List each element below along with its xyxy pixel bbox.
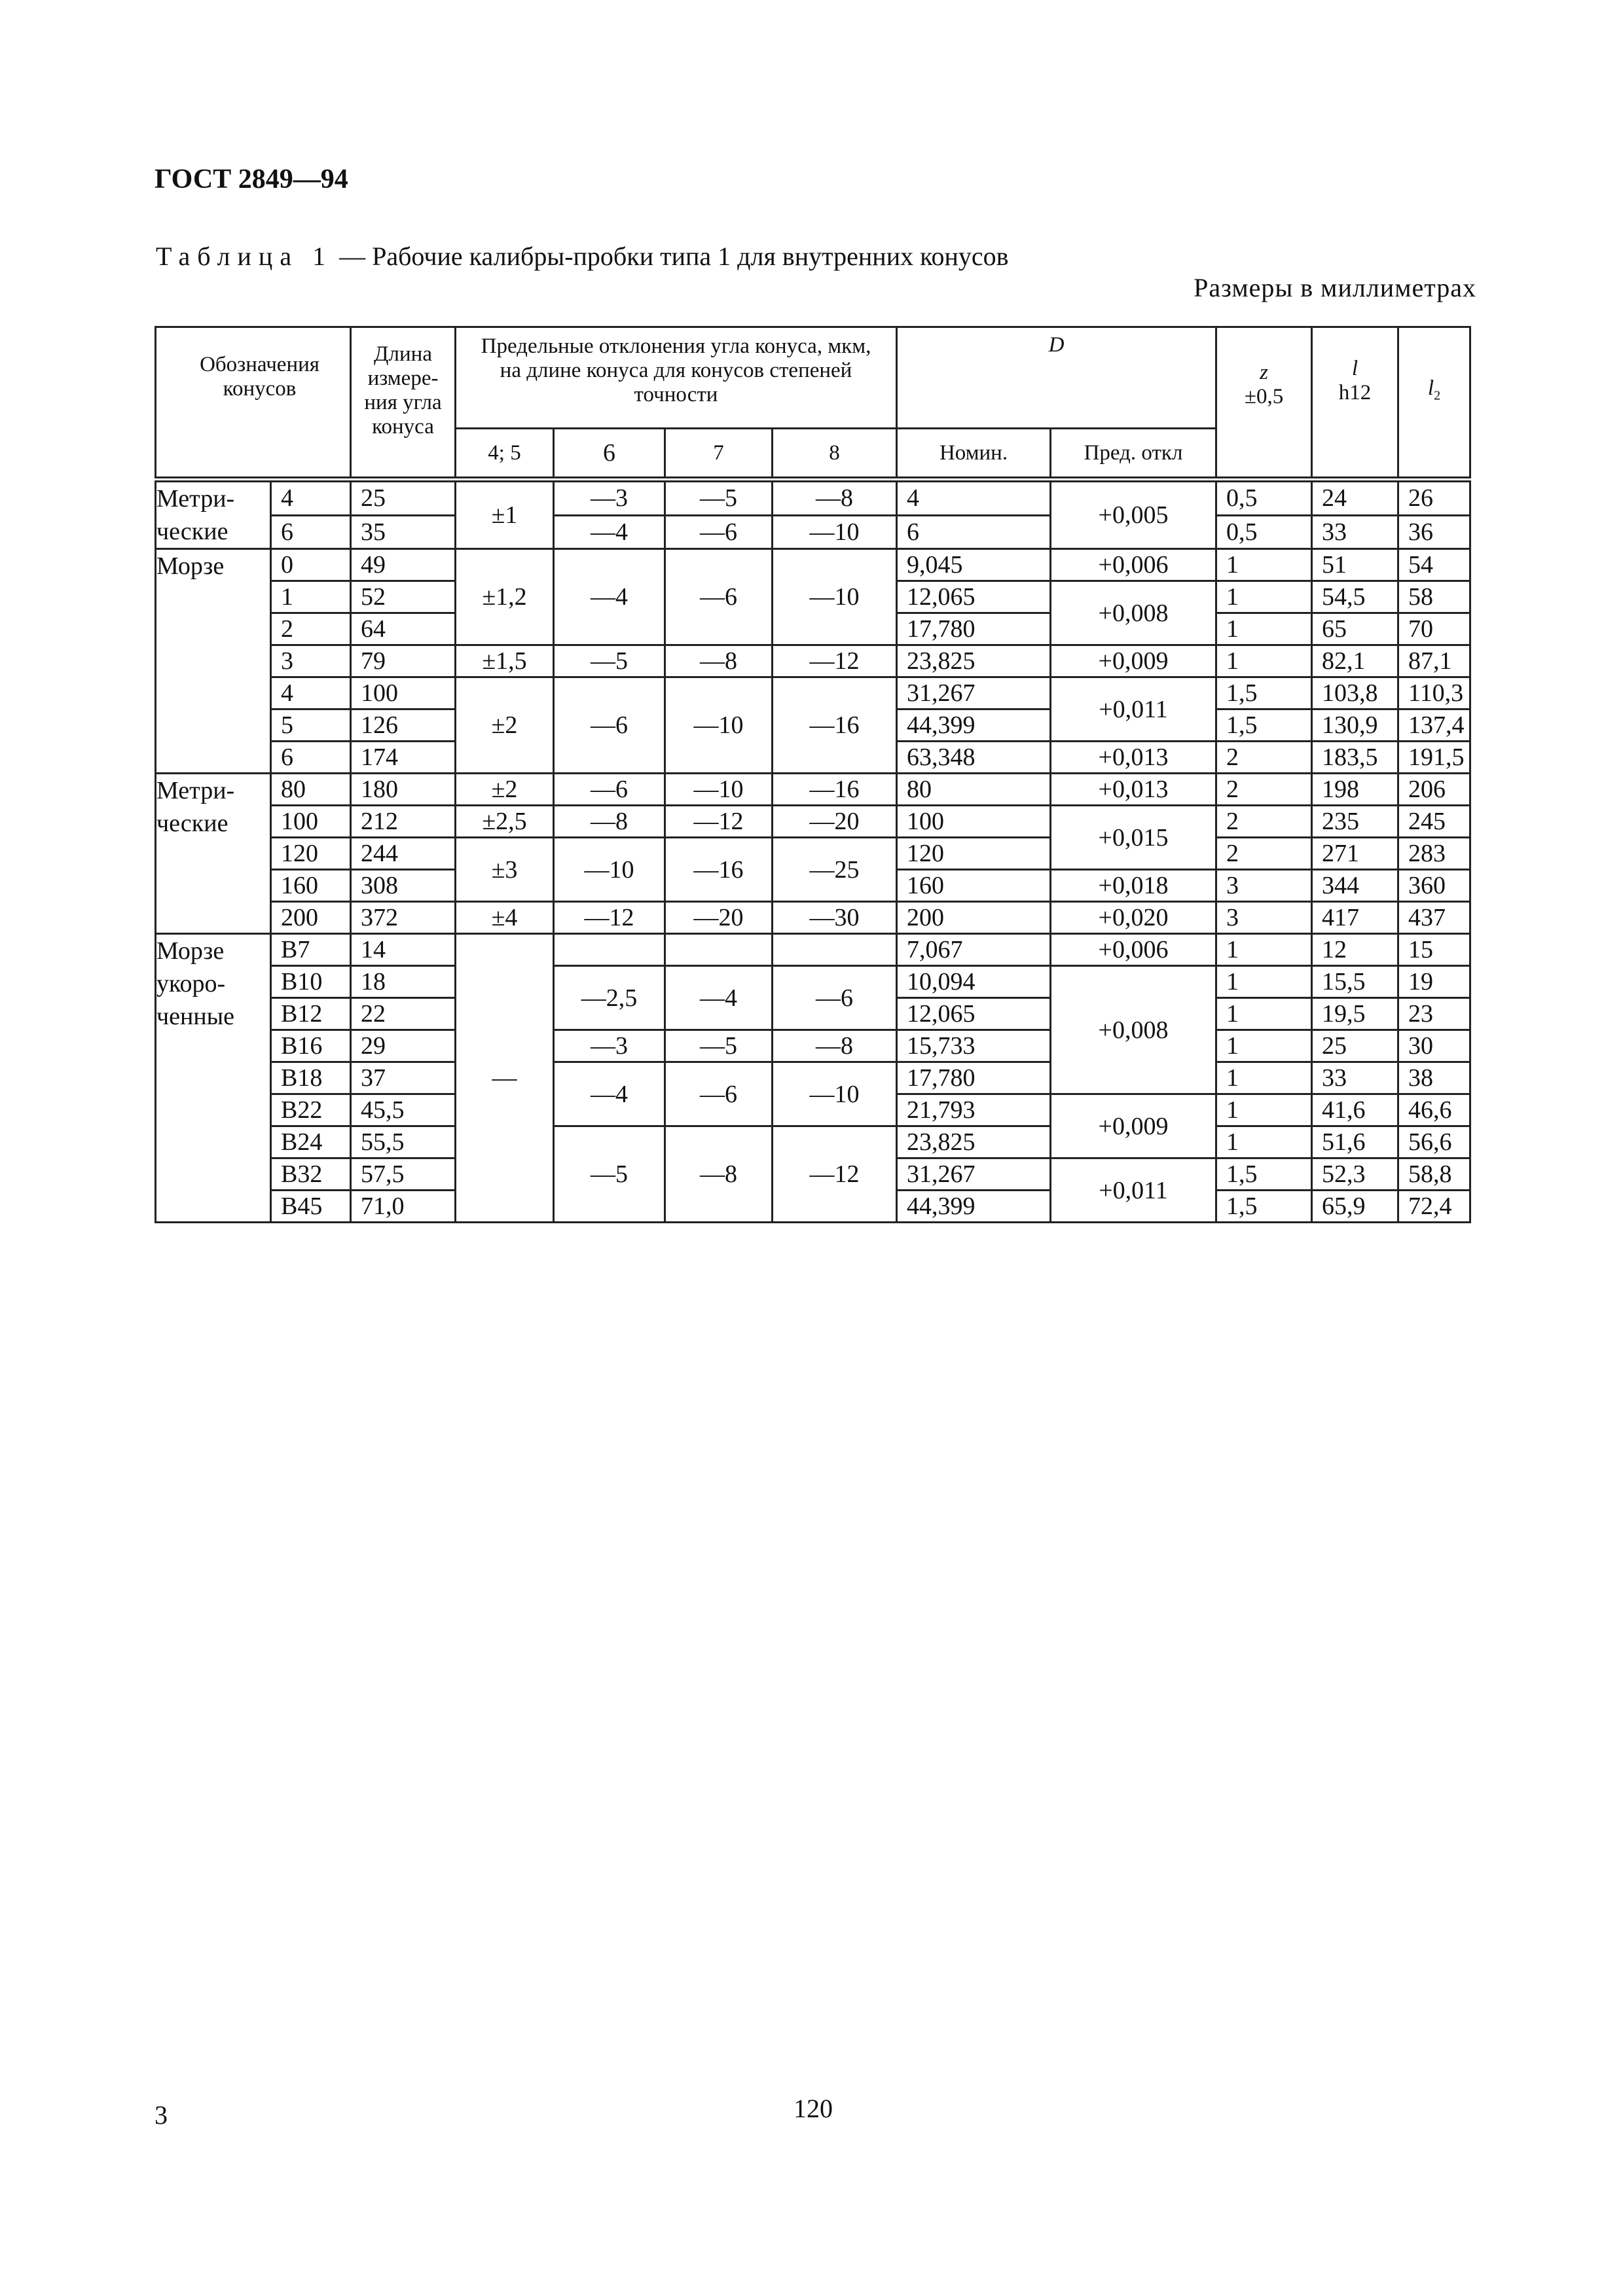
l2-value: 30 [1398, 1030, 1470, 1062]
deviation-precision-8: —16 [773, 774, 897, 806]
cone-code: 4 [271, 480, 351, 516]
diameter-nominal: 200 [897, 902, 1051, 934]
diameter-nominal: 44,399 [897, 709, 1051, 742]
diameter-tolerance: +0,009 [1051, 645, 1216, 677]
cone-code: B45 [271, 1191, 351, 1223]
z-value: 0,5 [1216, 515, 1312, 548]
cone-code: 1 [271, 581, 351, 613]
cone-code: B32 [271, 1158, 351, 1191]
l-value: 51,6 [1312, 1126, 1398, 1158]
table-caption [156, 241, 1009, 272]
diameter-tolerance: +0,015 [1051, 806, 1216, 870]
l2-value: 54 [1398, 549, 1470, 581]
table-row [156, 480, 1470, 516]
diameter-tolerance: +0,020 [1051, 902, 1216, 934]
header-l [1312, 327, 1398, 480]
diameter-nominal: 80 [897, 774, 1051, 806]
deviation-precision-8: —10 [773, 549, 897, 645]
z-value: 2 [1216, 742, 1312, 774]
z-value: 1 [1216, 1094, 1312, 1126]
header-l2-symbol: l [1427, 376, 1434, 400]
deviation-precision-6: —6 [554, 774, 665, 806]
cone-code: 200 [271, 902, 351, 934]
diameter-nominal: 100 [897, 806, 1051, 838]
table-body [156, 480, 1470, 1223]
table-row [156, 549, 1470, 581]
table-row [156, 806, 1470, 838]
page-number-left: 3 [155, 2100, 168, 2130]
table-row [156, 902, 1470, 934]
measure-length: 180 [351, 774, 456, 806]
l2-value: 46,6 [1398, 1094, 1470, 1126]
l2-value: 245 [1398, 806, 1470, 838]
l2-value: 283 [1398, 838, 1470, 870]
deviation-precision-8: —6 [773, 966, 897, 1030]
z-value: 1,5 [1216, 709, 1312, 742]
deviation-precision-6: —12 [554, 902, 665, 934]
l2-value: 26 [1398, 480, 1470, 516]
deviation-precision-4-5: ±1 [456, 480, 554, 549]
table-caption-text: — Рабочие калибры-пробки типа 1 для внутренних конусов [333, 242, 1009, 271]
table-row [156, 934, 1470, 966]
deviation-precision-7: —8 [665, 645, 773, 677]
l2-value: 19 [1398, 966, 1470, 998]
deviation-precision-6: —4 [554, 515, 665, 548]
l-value: 33 [1312, 1062, 1398, 1094]
l-value: 15,5 [1312, 966, 1398, 998]
cone-code: 6 [271, 742, 351, 774]
deviation-precision-8: —8 [773, 480, 897, 516]
l-value: 271 [1312, 838, 1398, 870]
deviation-precision-7: —8 [665, 1126, 773, 1223]
diameter-nominal: 63,348 [897, 742, 1051, 774]
header-z [1216, 327, 1312, 480]
cone-code: 120 [271, 838, 351, 870]
l-value: 25 [1312, 1030, 1398, 1062]
header-D: D [897, 327, 1216, 429]
l-value: 51 [1312, 549, 1398, 581]
deviation-precision-6: —3 [554, 480, 665, 516]
cone-code: 6 [271, 515, 351, 548]
deviation-precision-6: —10 [554, 838, 665, 902]
cone-group-name: Морзе [156, 549, 271, 774]
deviation-precision-7 [665, 934, 773, 966]
l-value: 130,9 [1312, 709, 1398, 742]
z-value: 1 [1216, 613, 1312, 645]
deviation-precision-8: —16 [773, 677, 897, 774]
z-value: 1 [1216, 1062, 1312, 1094]
table-row [156, 645, 1470, 677]
table-row [156, 1030, 1470, 1062]
l-value: 19,5 [1312, 998, 1398, 1030]
l2-value: 191,5 [1398, 742, 1470, 774]
deviation-precision-6: —4 [554, 549, 665, 645]
l2-value: 137,4 [1398, 709, 1470, 742]
measure-length: 308 [351, 870, 456, 902]
diameter-tolerance: +0,006 [1051, 549, 1216, 581]
deviation-precision-7: —6 [665, 515, 773, 548]
l-value: 235 [1312, 806, 1398, 838]
deviation-precision-4-5: ±2 [456, 774, 554, 806]
diameter-tolerance: +0,009 [1051, 1094, 1216, 1158]
header-precision-4-5: 4; 5 [456, 429, 554, 480]
diameter-nominal: 7,067 [897, 934, 1051, 966]
z-value: 1,5 [1216, 1191, 1312, 1223]
cone-code: B18 [271, 1062, 351, 1094]
deviation-precision-7: —6 [665, 549, 773, 645]
cone-code: B22 [271, 1094, 351, 1126]
measure-length: 100 [351, 677, 456, 709]
deviation-precision-4-5: ±1,5 [456, 645, 554, 677]
cone-code: 160 [271, 870, 351, 902]
deviation-precision-8 [773, 934, 897, 966]
l-value: 24 [1312, 480, 1398, 516]
table-row [156, 966, 1470, 998]
cone-group-name: Морзе укоро- ченные [156, 934, 271, 1223]
measure-length: 174 [351, 742, 456, 774]
deviation-precision-4-5: ±2,5 [456, 806, 554, 838]
measure-length: 212 [351, 806, 456, 838]
l-value: 41,6 [1312, 1094, 1398, 1126]
diameter-tolerance: +0,008 [1051, 966, 1216, 1094]
measure-length: 25 [351, 480, 456, 516]
diameter-nominal: 21,793 [897, 1094, 1051, 1126]
header-length: Длина измере- ния угла конуса [351, 327, 456, 480]
diameter-nominal: 44,399 [897, 1191, 1051, 1223]
diameter-nominal: 15,733 [897, 1030, 1051, 1062]
l-value: 52,3 [1312, 1158, 1398, 1191]
document-number: ГОСТ 2849—94 [155, 164, 348, 194]
measure-length: 57,5 [351, 1158, 456, 1191]
header-D-tolerance: Пред. откл [1051, 429, 1216, 480]
l-value: 417 [1312, 902, 1398, 934]
header-precision-7: 7 [665, 429, 773, 480]
deviation-precision-6 [554, 934, 665, 966]
z-value: 1 [1216, 1030, 1312, 1062]
diameter-tolerance: +0,006 [1051, 934, 1216, 966]
z-value: 1 [1216, 549, 1312, 581]
deviation-precision-7: —10 [665, 677, 773, 774]
deviation-precision-8: —30 [773, 902, 897, 934]
l-value: 198 [1312, 774, 1398, 806]
l-value: 65 [1312, 613, 1398, 645]
header-l2 [1398, 327, 1470, 480]
diameter-nominal: 6 [897, 515, 1051, 548]
l2-value: 38 [1398, 1062, 1470, 1094]
cone-code: 80 [271, 774, 351, 806]
measure-length: 18 [351, 966, 456, 998]
deviation-precision-7: —16 [665, 838, 773, 902]
deviation-precision-8: —10 [773, 515, 897, 548]
header-designation: Обозначения конусов [156, 327, 351, 480]
page-number-center: 120 [793, 2094, 833, 2123]
deviation-precision-6: —4 [554, 1062, 665, 1126]
z-value: 3 [1216, 902, 1312, 934]
diameter-nominal: 31,267 [897, 677, 1051, 709]
z-value: 1 [1216, 581, 1312, 613]
z-value: 1 [1216, 645, 1312, 677]
l2-value: 437 [1398, 902, 1470, 934]
diameter-tolerance: +0,013 [1051, 774, 1216, 806]
l-value: 103,8 [1312, 677, 1398, 709]
cone-code: B10 [271, 966, 351, 998]
l2-value: 360 [1398, 870, 1470, 902]
measure-length: 71,0 [351, 1191, 456, 1223]
cone-code: 2 [271, 613, 351, 645]
deviation-precision-7: —5 [665, 480, 773, 516]
deviation-precision-7: —6 [665, 1062, 773, 1126]
l-value: 183,5 [1312, 742, 1398, 774]
deviation-precision-7: —12 [665, 806, 773, 838]
cone-code: 4 [271, 677, 351, 709]
measure-length: 52 [351, 581, 456, 613]
deviation-precision-8: —12 [773, 1126, 897, 1223]
z-value: 2 [1216, 774, 1312, 806]
l2-value: 58 [1398, 581, 1470, 613]
measure-length: 49 [351, 549, 456, 581]
header-deviations: Предельные отклонения угла конуса, мкм, на длине конуса для конусов степеней точности [456, 327, 897, 429]
diameter-nominal: 10,094 [897, 966, 1051, 998]
l2-value: 36 [1398, 515, 1470, 548]
header-l-tolerance: h12 [1338, 381, 1372, 404]
deviation-precision-4-5: ±4 [456, 902, 554, 934]
deviation-precision-6: —5 [554, 645, 665, 677]
deviation-precision-7: —5 [665, 1030, 773, 1062]
l2-value: 15 [1398, 934, 1470, 966]
diameter-nominal: 31,267 [897, 1158, 1051, 1191]
z-value: 1 [1216, 966, 1312, 998]
diameter-nominal: 17,780 [897, 613, 1051, 645]
measure-length: 244 [351, 838, 456, 870]
header-l-symbol: l [1351, 357, 1359, 380]
deviation-precision-6: —2,5 [554, 966, 665, 1030]
measure-length: 45,5 [351, 1094, 456, 1126]
cone-group-name: Метри- ческие [156, 774, 271, 934]
z-value: 1,5 [1216, 1158, 1312, 1191]
z-value: 1,5 [1216, 677, 1312, 709]
z-value: 3 [1216, 870, 1312, 902]
table-row [156, 838, 1470, 870]
diameter-tolerance: +0,013 [1051, 742, 1216, 774]
table-row [156, 515, 1470, 548]
diameter-tolerance: +0,005 [1051, 480, 1216, 549]
diameter-tolerance: +0,018 [1051, 870, 1216, 902]
l2-value: 70 [1398, 613, 1470, 645]
cone-code: 100 [271, 806, 351, 838]
deviation-precision-8: —10 [773, 1062, 897, 1126]
measure-length: 64 [351, 613, 456, 645]
units-note: Размеры в миллиметрах [1194, 273, 1476, 302]
measure-length: 126 [351, 709, 456, 742]
deviation-precision-7: —20 [665, 902, 773, 934]
deviation-precision-6: —6 [554, 677, 665, 774]
measure-length: 35 [351, 515, 456, 548]
l2-value: 87,1 [1398, 645, 1470, 677]
header-D-nominal: Номин. [897, 429, 1051, 480]
l2-value: 23 [1398, 998, 1470, 1030]
cone-code: 0 [271, 549, 351, 581]
header-precision-6: 6 [554, 429, 665, 480]
cone-code: B24 [271, 1126, 351, 1158]
deviation-precision-4-5: ±2 [456, 677, 554, 774]
cone-code: B7 [271, 934, 351, 966]
diameter-nominal: 12,065 [897, 998, 1051, 1030]
measure-length: 79 [351, 645, 456, 677]
diameter-nominal: 23,825 [897, 645, 1051, 677]
l2-value: 110,3 [1398, 677, 1470, 709]
diameter-nominal: 17,780 [897, 1062, 1051, 1094]
z-value: 1 [1216, 998, 1312, 1030]
l-value: 65,9 [1312, 1191, 1398, 1223]
z-value: 1 [1216, 1126, 1312, 1158]
deviation-precision-7: —10 [665, 774, 773, 806]
l-value: 12 [1312, 934, 1398, 966]
table-row [156, 1062, 1470, 1094]
deviation-precision-4-5: — [456, 934, 554, 1223]
gauge-table [155, 326, 1471, 1223]
cone-group-name: Метри- ческие [156, 480, 271, 549]
measure-length: 55,5 [351, 1126, 456, 1158]
header-l2-subscript: 2 [1434, 388, 1441, 403]
header-precision-8: 8 [773, 429, 897, 480]
diameter-tolerance: +0,008 [1051, 581, 1216, 645]
deviation-precision-8: —12 [773, 645, 897, 677]
table-caption-label: Таблица 1 [156, 242, 333, 271]
cone-code: 3 [271, 645, 351, 677]
l-value: 82,1 [1312, 645, 1398, 677]
deviation-precision-8: —25 [773, 838, 897, 902]
deviation-precision-6: —5 [554, 1126, 665, 1223]
table-row [156, 677, 1470, 709]
deviation-precision-6: —3 [554, 1030, 665, 1062]
cone-code: B12 [271, 998, 351, 1030]
deviation-precision-4-5: ±1,2 [456, 549, 554, 645]
measure-length: 372 [351, 902, 456, 934]
z-value: 2 [1216, 838, 1312, 870]
l-value: 33 [1312, 515, 1398, 548]
diameter-nominal: 160 [897, 870, 1051, 902]
cone-code: 5 [271, 709, 351, 742]
deviation-precision-8: —8 [773, 1030, 897, 1062]
diameter-nominal: 4 [897, 480, 1051, 516]
header-z-tolerance: ±0,5 [1244, 385, 1284, 408]
table-row [156, 1126, 1470, 1158]
diameter-nominal: 120 [897, 838, 1051, 870]
z-value: 2 [1216, 806, 1312, 838]
diameter-nominal: 12,065 [897, 581, 1051, 613]
cone-code: B16 [271, 1030, 351, 1062]
diameter-nominal: 9,045 [897, 549, 1051, 581]
table-row [156, 774, 1470, 806]
l2-value: 58,8 [1398, 1158, 1470, 1191]
l2-value: 206 [1398, 774, 1470, 806]
deviation-precision-8: —20 [773, 806, 897, 838]
l-value: 54,5 [1312, 581, 1398, 613]
deviation-precision-6: —8 [554, 806, 665, 838]
l-value: 344 [1312, 870, 1398, 902]
measure-length: 29 [351, 1030, 456, 1062]
l2-value: 56,6 [1398, 1126, 1470, 1158]
z-value: 0,5 [1216, 480, 1312, 516]
measure-length: 14 [351, 934, 456, 966]
z-value: 1 [1216, 934, 1312, 966]
measure-length: 37 [351, 1062, 456, 1094]
deviation-precision-7: —4 [665, 966, 773, 1030]
header-z-symbol: z [1260, 361, 1268, 384]
diameter-tolerance: +0,011 [1051, 1158, 1216, 1223]
diameter-nominal: 23,825 [897, 1126, 1051, 1158]
l2-value: 72,4 [1398, 1191, 1470, 1223]
measure-length: 22 [351, 998, 456, 1030]
deviation-precision-4-5: ±3 [456, 838, 554, 902]
diameter-tolerance: +0,011 [1051, 677, 1216, 742]
